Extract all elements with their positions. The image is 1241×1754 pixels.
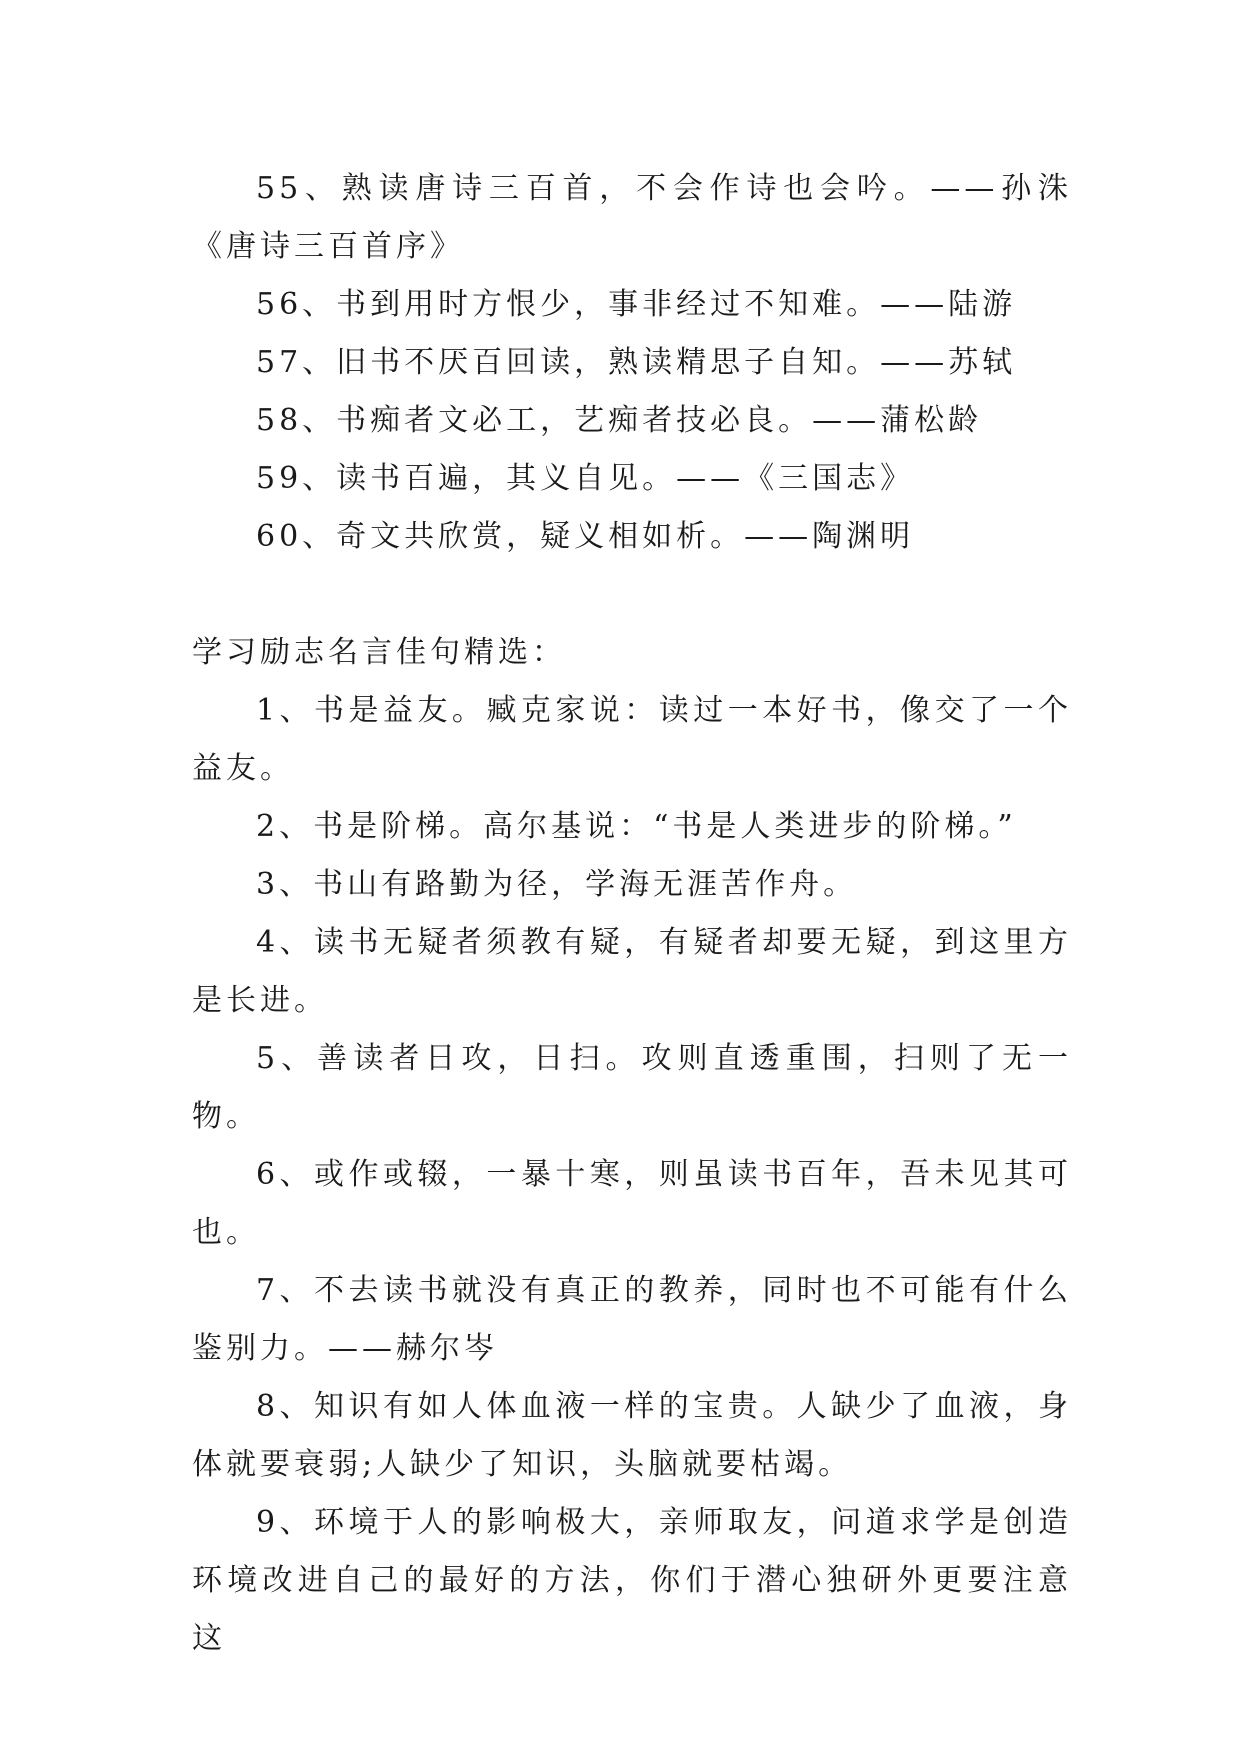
quote-7: 7、不去读书就没有真正的教养，同时也不可能有什么鉴别力。——赫尔岑 [192, 1273, 1072, 1366]
quote-6: 6、或作或辍，一暴十寒，则虽读书百年，吾未见其可也。 [192, 1157, 1072, 1250]
quote-60: 60、奇文共欣赏，疑义相如析。——陶渊明 [256, 519, 915, 554]
quote-59: 59、读书百遍，其义自见。——《三国志》 [256, 461, 915, 496]
quote-55: 55、熟读唐诗三百首，不会作诗也会吟。——孙洙《唐诗三百首序》 [192, 171, 1072, 264]
quote-57: 57、旧书不厌百回读，熟读精思子自知。——苏轼 [256, 345, 1017, 380]
quote-1: 1、书是益友。臧克家说：读过一本好书，像交了一个益友。 [192, 693, 1072, 786]
document-body [192, 160, 1072, 1668]
quote-3: 3、书山有路勤为径，学海无涯苦作舟。 [256, 867, 858, 902]
quote-2: 2、书是阶梯。高尔基说：“书是人类进步的阶梯。” [256, 809, 1017, 844]
quote-8: 8、知识有如人体血液一样的宝贵。人缺少了血液，身体就要衰弱;人缺少了知识，头脑就要枯竭。 [192, 1389, 1072, 1482]
quote-56: 56、书到用时方恨少，事非经过不知难。——陆游 [256, 287, 1017, 322]
quote-58: 58、书痴者文必工，艺痴者技必良。——蒲松龄 [256, 403, 983, 438]
section-heading: 学习励志名言佳句精选： [192, 635, 566, 670]
quote-9: 9、环境于人的影响极大，亲师取友，问道求学是创造环境改进自己的最好的方法，你们于潜心独研外更要注意这 [192, 1505, 1072, 1656]
quote-5: 5、善读者日攻，日扫。攻则直透重围，扫则了无一物。 [192, 1041, 1072, 1134]
quote-4: 4、读书无疑者须教有疑，有疑者却要无疑，到这里方是长进。 [192, 925, 1072, 1018]
